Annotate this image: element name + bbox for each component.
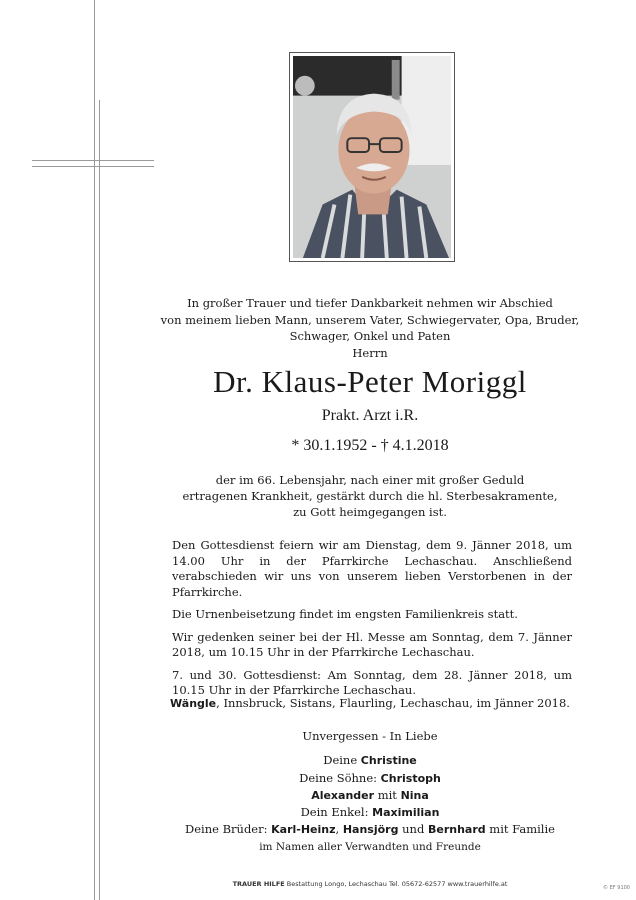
family-label: Dein Enkel: (300, 805, 373, 820)
family-label: mit (374, 787, 401, 802)
family-name: Bernhard (427, 823, 486, 837)
family-name: Alexander (311, 788, 375, 802)
family-name: Karl-Heinz (271, 823, 336, 837)
family-name: Maximilian (372, 806, 440, 820)
family-closing: im Namen aller Verwandten und Freunde (259, 840, 481, 853)
cross-vertical-line-outer (94, 0, 95, 900)
family-line-wife (150, 752, 590, 769)
intro-line: In großer Trauer und tiefer Dankbarkeit nehmen wir Abschied (187, 296, 553, 310)
family-name: Hansjörg (342, 823, 399, 837)
family-name: Christine (360, 754, 417, 768)
family-line-sons (150, 770, 590, 787)
cross-horizontal-line-top (32, 160, 154, 161)
family-line-brothers (150, 821, 590, 838)
places-bold: Wängle (170, 697, 217, 710)
motto: Unvergessen - In Liebe (302, 729, 438, 743)
corner-mark: © EF 9100 (603, 885, 630, 891)
family-name: Christoph (380, 771, 441, 785)
portrait-image (293, 56, 451, 258)
description-line: der im 66. Lebensjahr, nach einer mit großer Geduld (215, 473, 525, 487)
description-line: zu Gott heimgegangen ist. (293, 505, 447, 519)
intro-line: Schwager, Onkel und Paten (289, 329, 451, 343)
cross-vertical-line-inner (99, 100, 100, 900)
service-info (172, 538, 572, 706)
family-line-son-partner (150, 787, 590, 804)
intro-line: von meinem lieben Mann, unserem Vater, Schwiegervater, Opa, Bruder, (160, 312, 580, 327)
cross-horizontal-line-bottom (32, 166, 154, 167)
death-description (160, 472, 580, 520)
deceased-dates: * 30.1.1952 - † 4.1.2018 (291, 437, 449, 454)
intro-text (160, 295, 580, 361)
intro-salutation: Herrn (352, 345, 388, 360)
footer-brand: TRAUER HILFE (232, 880, 285, 888)
places-rest: , Innsbruck, Sistans, Flaurling, Lechaschau, im Jänner 2018. (216, 696, 570, 710)
footer-text: Bestattung Longo, Lechaschau Tel. 05672-62577 www.trauerhilfe.at (284, 880, 508, 888)
deceased-title: Prakt. Arzt i.R. (321, 407, 419, 424)
family-line-grandson (150, 804, 590, 821)
portrait-photo (289, 52, 455, 262)
family-section (150, 728, 590, 855)
family-label: Deine (323, 753, 361, 768)
burial-paragraph: Die Urnenbeisetzung findet im engsten Familienkreis statt. (172, 607, 518, 621)
service-paragraph: Den Gottesdienst feiern wir am Dienstag, dem 9. Jänner 2018, um 14.00 Uhr in der Pfarrkirche Lechaschau. Anschließend verabschieden wir uns von unserem lieben Verstorbenen in der Pfarrkirche. (172, 538, 572, 599)
places-line (150, 696, 590, 710)
family-name: Nina (400, 788, 429, 802)
family-label: mit Familie (485, 822, 555, 837)
deceased-name: Dr. Klaus-Peter Moriggl (213, 364, 527, 399)
family-label: , (335, 822, 343, 837)
mass-paragraph: Wir gedenken seiner bei der Hl. Messe am Sonntag, dem 7. Jänner 2018, um 10.15 Uhr in der Pfarrkirche Lechaschau. (172, 629, 572, 659)
family-label: Deine Brüder: (185, 822, 272, 837)
memorial-mass-paragraph: 7. und 30. Gottesdienst: Am Sonntag, dem 28. Jänner 2018, um 10.15 Uhr in der Pfarrkirche Lechaschau. (172, 667, 572, 697)
family-label: und (398, 822, 428, 837)
footer (130, 880, 610, 888)
family-label: Deine Söhne: (299, 770, 381, 785)
description-line: ertragenen Krankheit, gestärkt durch die hl. Sterbesakramente, (182, 489, 558, 503)
